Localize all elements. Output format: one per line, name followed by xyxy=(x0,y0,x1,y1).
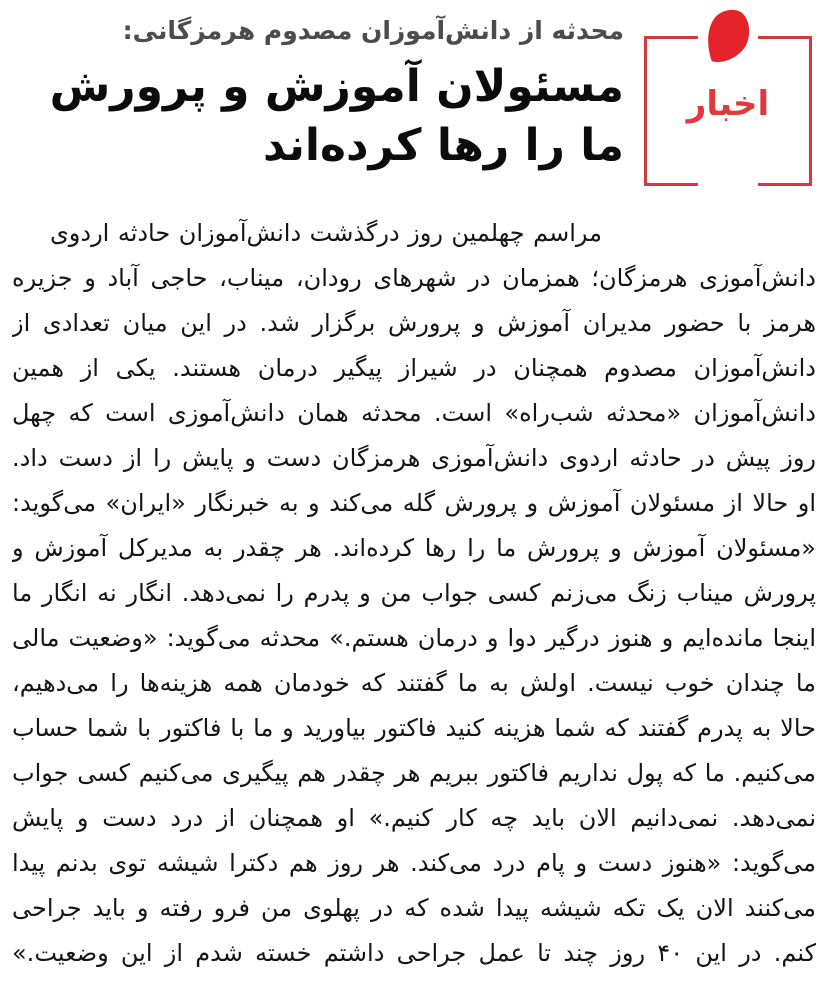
news-section-badge xyxy=(644,36,812,186)
article-body-line: کنم. در این ۴۰ روز چند تا عمل جراحی داشتم خسته شدم از این وضعیت.» xyxy=(12,939,816,967)
article-body-line: حالا به پدرم گفتند که شما هزینه کنید فاکتور بیاورید و ما با فاکتور با شما حساب xyxy=(12,714,816,742)
article-body-line: مراسم چهلمین روز درگذشت دانش‌آموزان حادثه اردوی xyxy=(50,219,602,247)
article-body-line: پرورش میناب زنگ می‌زنم کسی جواب من و پدرم را نمی‌دهد. انگار نه انگار ما xyxy=(12,579,816,607)
article-body-line: ما چندان خوب نیست. اولش به ما گفتند که خودمان همه هزینه‌ها را می‌دهیم، xyxy=(12,669,816,697)
article-body-line: می‌کنند الان یک تکه شیشه پیدا شده که در پهلوی من فرو رفته و باید جراحی xyxy=(12,894,816,922)
article-body-line: او حالا از مسئولان آموزش و پرورش گله می‌کند و به خبرنگار «ایران» می‌گوید: xyxy=(12,489,816,517)
petal-shape xyxy=(708,10,749,62)
article-body-line: دانش‌آموزی هرمزگان؛ همزمان در شهرهای رودان، میناب، حاجی آباد و جزیره xyxy=(12,264,816,292)
article-body-line: اینجا مانده‌ایم و هنوز درگیر دوا و درمان هستم.» محدثه می‌گوید: «وضعیت مالی xyxy=(12,624,816,652)
article-body-line: «مسئولان آموزش و پرورش ما را رها کرده‌اند. هر چقدر به مدیرکل آموزش و xyxy=(12,534,816,562)
article-body-line: روز پیش در حادثه اردوی دانش‌آموزی هرمزگان دست و پایش را از دست داد. xyxy=(12,444,816,472)
petal-logo-icon xyxy=(705,7,752,64)
article-body-line: دانش‌آموزان مصدوم همچنان در شیراز پیگیر درمان هستند. یکی از همین xyxy=(12,354,816,382)
headline-line-1: مسئولان آموزش و پرورش xyxy=(49,61,624,112)
news-section-label: اخبار xyxy=(686,84,770,124)
article-headline xyxy=(20,57,624,175)
article-body xyxy=(12,211,816,976)
article-body-line: هرمز با حضور مدیران آموزش و پرورش برگزار شد. در این میان تعدادی از xyxy=(12,309,816,337)
headline-line-2: ما را رها کرده‌اند xyxy=(262,120,624,171)
article-body-line: می‌کنیم. ما که پول نداریم فاکتور ببریم هر چقدر هم پیگیری می‌کنیم کسی جواب xyxy=(12,759,816,787)
article-body-line: نمی‌دهد. نمی‌دانیم الان باید چه کار کنیم.» او همچنان از درد دست و پایش xyxy=(12,804,816,832)
article-body-line: دانش‌آموزان «محدثه شب‌راه» است. محدثه همان دانش‌آموزی است که چهل xyxy=(12,399,816,427)
article-body-line: می‌گوید: «هنوز دست و پام درد می‌کند. هر روز هم دکترا شیشه توی بدنم پیدا xyxy=(12,849,816,877)
article-kicker: محدثه از دانش‌آموزان مصدوم هرمزگانی: xyxy=(122,16,624,45)
headline-block xyxy=(20,16,624,175)
